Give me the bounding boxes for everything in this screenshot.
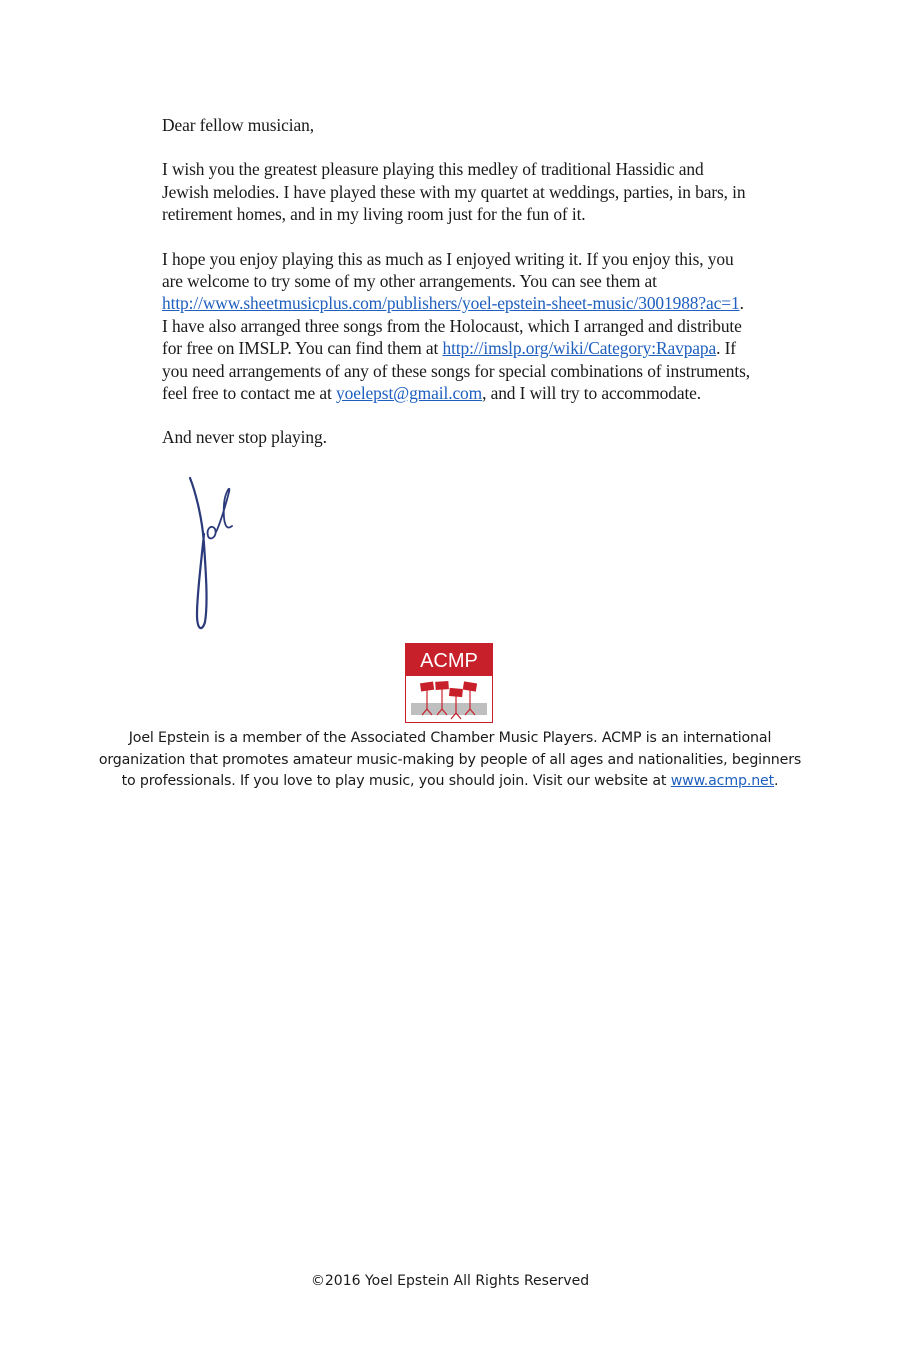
email-link[interactable]: yoelepst@gmail.com [336, 383, 483, 404]
acmp-logo [405, 643, 493, 723]
greeting: Dear fellow musician, [162, 115, 314, 135]
paragraph-text: . I have also arranged three songs from the Holocaust, which I arranged and distribute for free on IMSLP. You can find them at [162, 293, 744, 359]
closing-line: And never stop playing. [162, 427, 327, 448]
logo-band [411, 703, 487, 715]
acmp-note-end: . [774, 773, 779, 789]
sheetmusicplus-link[interactable]: http://www.sheetmusicplus.com/publishers/yoel-epstein-sheet-music/3001988?ac=1 [162, 293, 740, 314]
acmp-logo-graphic [405, 643, 493, 723]
signature [180, 474, 250, 634]
logo-label: ACMP [420, 650, 478, 672]
acmp-membership-note [95, 728, 805, 793]
paragraph-intro: I wish you the greatest pleasure playing this medley of traditional Hassidic and Jewish melodies. I have played these with my quartet at weddings, parties, in bars, in retirement homes, and in my living room just for the fun of it. [162, 159, 746, 225]
letter-body [162, 114, 752, 449]
paragraph-text: . If you need arrangements of any of these songs for special combinations of instruments, feel free to contact me at [162, 338, 751, 404]
acmp-note-text: Joel Epstein is a member of the Associated Chamber Music Players. ACMP is an international organization that promotes amateur music-making by people of all ages and nationalities, beginners to professionals. If you love to play music, you should join. Visit our website at [98, 730, 802, 789]
copyright-footer: ©2016 Yoel Epstein All Rights Reserved [310, 1273, 590, 1289]
paragraph-arrangements [162, 248, 752, 405]
paragraph-text: , and I will try to accommodate. [482, 383, 702, 404]
acmp-website-link[interactable]: www.acmp.net [670, 773, 775, 789]
paragraph-text: I hope you enjoy playing this as much as I enjoyed writing it. If you enjoy this, you are welcome to try some of my other arrangements. You can see them at [162, 248, 734, 292]
imslp-link[interactable]: http://imslp.org/wiki/Category:Ravpapa [442, 338, 717, 359]
